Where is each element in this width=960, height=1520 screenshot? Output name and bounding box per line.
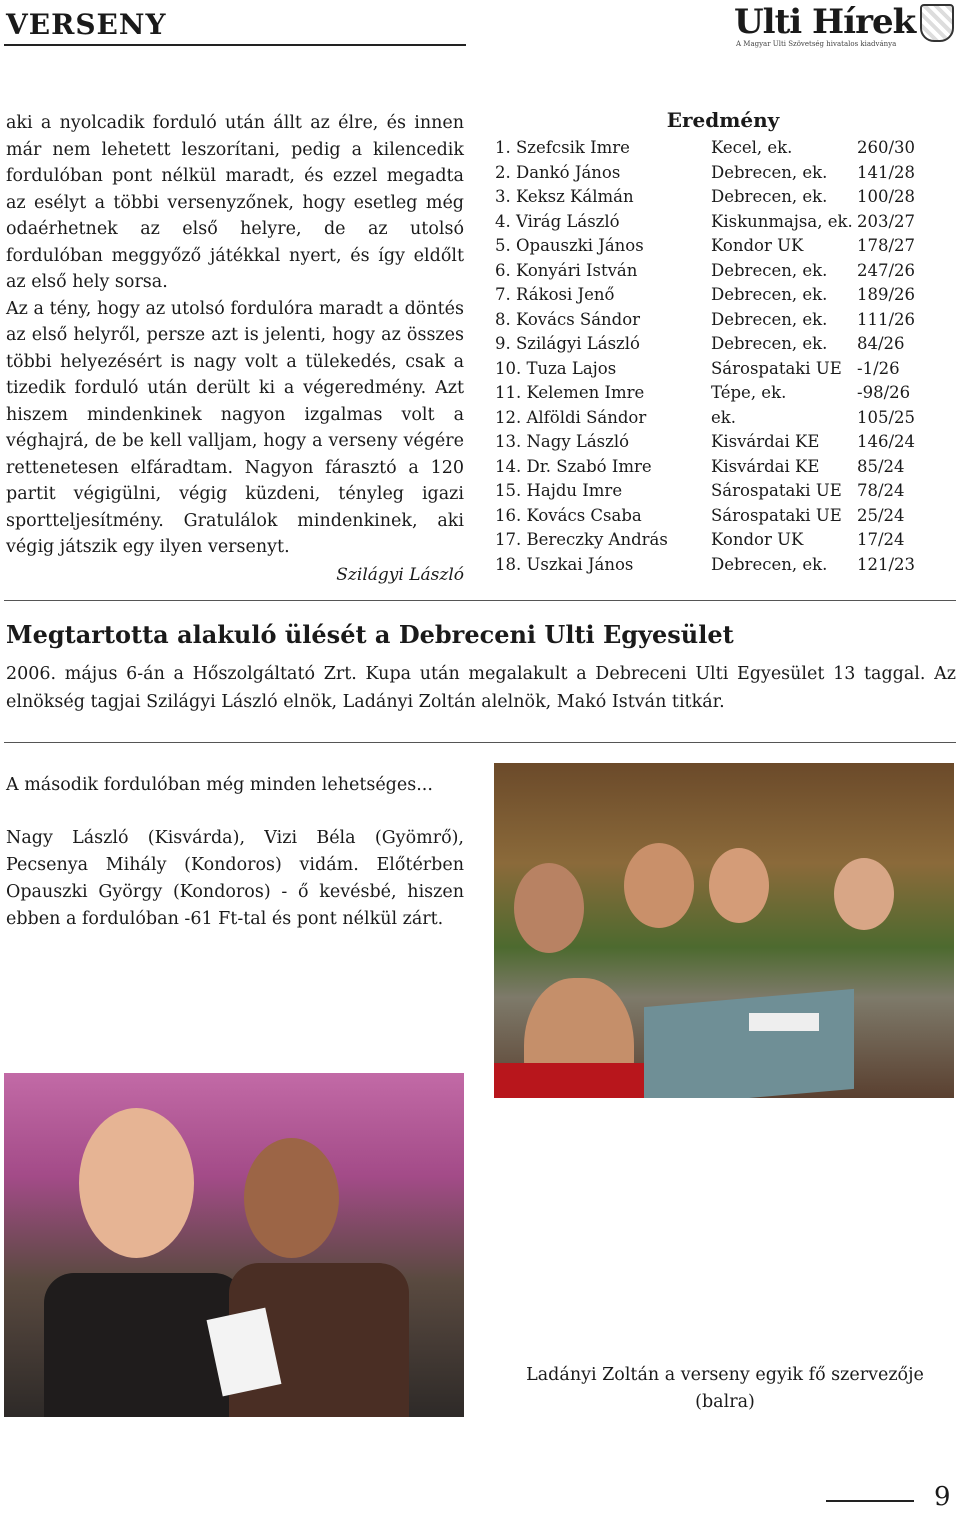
result-score: 78/24 [857,481,905,500]
card-players-photo [494,763,954,1098]
organizer-photo [4,1073,464,1417]
card-table [644,989,854,1098]
section-divider [4,742,956,743]
result-name: 9. Szilágyi László [495,334,640,353]
result-club: Kondor UK [711,236,804,255]
result-name: 5. Opauszki János [495,236,644,255]
result-score: 189/26 [857,285,916,304]
result-row [495,163,955,188]
result-row [495,138,955,163]
organizer-face [79,1108,194,1258]
result-score: 141/28 [857,162,916,182]
result-row [495,212,955,237]
article-author: Szilágyi László [336,565,464,585]
article-paragraph: Az a tény, hogy az utolsó fordulóra maradt a döntés az első helyről, persze azt is jelenti, hogy az összes többi helyezésért is nagy volt a tülekedés, csak a tizedik forduló után derült ki a végeredmény. Azt hiszem mindenkinek nagyon izgalmas volt a véghajrá, de be kell valljam, hogy a verseny végére rettenetesen elfáradtam. Nagyon fárasztó a 120 partit végigülni, végig küzdeni, tényleg igazi sportteljesítmény. Gratulálok mindenkinek, aki végig játszik egy ilyen versenyt. [6,298,464,557]
result-club: Tépe, ek. [711,383,787,402]
result-name: 12. Alföldi Sándor [495,407,647,427]
result-row [495,359,955,384]
photo1-caption-title: A második fordulóban még minden lehetséges... [6,775,433,795]
result-row [495,236,955,261]
results-title: Eredmény [666,108,780,132]
result-row [495,506,955,531]
result-name: 17. Bereczky András [495,530,668,549]
result-row [495,530,955,555]
result-score: 111/26 [857,309,916,329]
result-name: 15. Hajdu Imre [495,481,623,500]
result-name: 7. Rákosi Jenő [495,285,615,304]
result-club: Sárospataki UE [711,505,842,525]
article-paragraph: aki a nyolcadik forduló után állt az élre, és innen már nem lehetett leszorítani, pedig a kilencedik fordulóban pont nélkül maradt, és ezzel megadta az esélyt a többi versenyzőnek, hogy esetleg még odaérhetnek az első helyre, de az utolsó fordulóban meggyőző játékkal nyert, és így eldőlt az első hely sorsa. [6,113,464,292]
section-label: VERSENY [6,8,167,41]
result-club: Debrecen, ek. [711,334,828,353]
page-number: 9 [934,1482,951,1512]
news-title: Megtartotta alakuló ülését a Debreceni Ulti Egyesület [6,620,734,649]
result-name: 2. Dankó János [495,162,621,182]
result-name: 6. Konyári István [495,260,638,280]
result-row [495,555,955,580]
result-club: Kisvárdai KE [711,432,820,451]
result-club: Debrecen, ek. [711,554,828,574]
result-club: Debrecen, ek. [711,162,828,182]
result-name: 1. Szefcsik Imre [495,138,630,157]
result-score: 17/24 [857,530,905,549]
result-row [495,285,955,310]
result-name: 4. Virág László [495,211,620,231]
result-club: ek. [711,407,737,427]
header-rule [4,44,466,46]
result-club: Debrecen, ek. [711,187,828,206]
logo-title: Ulti Hírek [734,2,916,42]
player-face [514,863,584,953]
result-name: 14. Dr. Szabó Imre [495,456,652,476]
result-name: 8. Kovács Sándor [495,309,641,329]
red-shirt [494,1063,664,1098]
result-name: 16. Kovács Csaba [495,505,642,525]
result-row [495,334,955,359]
result-club: Kecel, ek. [711,138,793,157]
result-club: Kondor UK [711,530,804,549]
player-face [624,843,694,928]
result-row [495,432,955,457]
result-score: 105/25 [857,407,916,427]
photo2-caption: Ladányi Zoltán a verseny egyik fő szervezője (balra) [526,1365,924,1412]
result-score: 121/23 [857,554,916,574]
result-score: 25/24 [857,505,905,525]
result-score: -1/26 [857,358,900,378]
player-face [709,848,769,923]
result-score: 85/24 [857,456,905,476]
result-name: 3. Keksz Kálmán [495,187,634,206]
result-name: 18. Uszkai János [495,554,634,574]
result-row [495,457,955,482]
result-club: Sárospataki UE [711,481,842,500]
result-row [495,310,955,335]
result-row [495,481,955,506]
result-club: Debrecen, ek. [711,309,828,329]
result-score: 84/26 [857,334,905,353]
result-club: Debrecen, ek. [711,285,828,304]
result-row [495,383,955,408]
result-score: -98/26 [857,383,911,402]
article-body [6,110,464,561]
magazine-logo [734,2,954,50]
result-row [495,187,955,212]
result-row [495,408,955,433]
crest-icon [920,4,954,42]
section-divider [4,600,956,601]
result-name: 13. Nagy László [495,432,630,451]
footer-rule [826,1500,914,1502]
result-score: 146/24 [857,432,916,451]
score-sheet [749,1013,819,1031]
result-score: 260/30 [857,138,916,157]
player-face [834,858,894,930]
result-name: 11. Kelemen Imre [495,383,645,402]
result-score: 178/27 [857,236,916,255]
result-club: Debrecen, ek. [711,260,828,280]
results-table [495,138,955,579]
person-face [244,1138,339,1258]
news-body: 2006. május 6-án a Hőszolgáltató Zrt. Kupa után megalakult a Debreceni Ulti Egyesület 13 taggal. Az elnökség tagjai Szilágyi László elnök, Ladányi Zoltán alelnök, Makó István titkár. [6,664,956,712]
result-name: 10. Tuza Lajos [495,358,617,378]
result-club: Sárospataki UE [711,358,842,378]
logo-subtitle: A Magyar Ulti Szövetség hivatalos kiadványa [736,40,897,48]
result-score: 100/28 [857,187,916,206]
result-score: 203/27 [857,211,916,231]
result-score: 247/26 [857,260,916,280]
result-row [495,261,955,286]
photo1-caption: Nagy László (Kisvárda), Vizi Béla (Gyömrő), Pecsenya Mihály (Kondoros) vidám. Előtérben Opauszki György (Kondoros) - ő kevésbé, hiszen ebben a fordulóban -61 Ft-tal és pont nélkül zárt. [6,828,464,929]
result-club: Kisvárdai KE [711,456,820,476]
result-club: Kiskunmajsa, ek. [711,211,853,231]
